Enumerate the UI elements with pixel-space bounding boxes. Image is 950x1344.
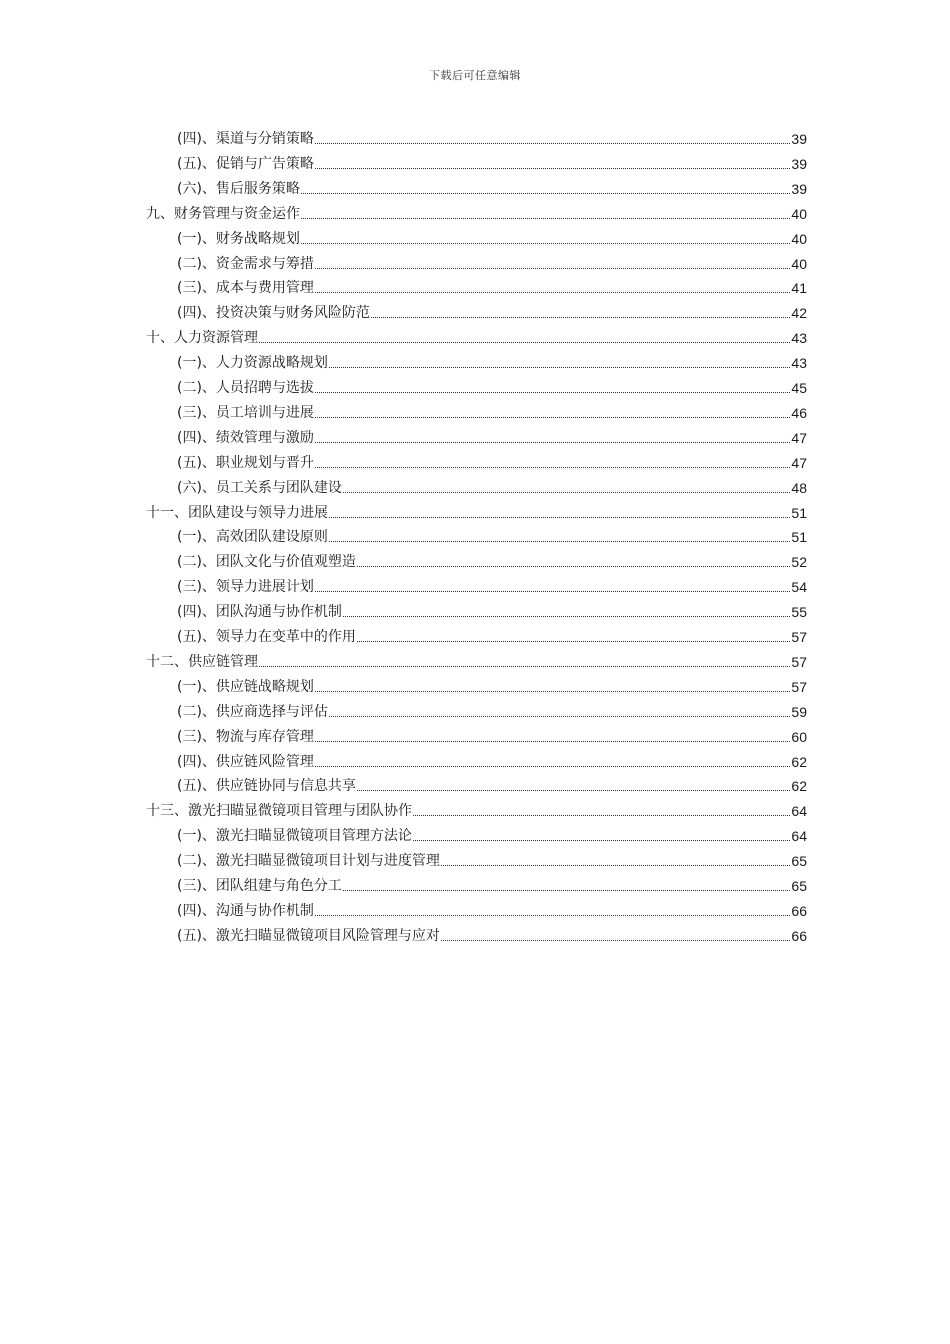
toc-entry-title: (五)、供应链协同与信息共享: [177, 778, 356, 795]
toc-chapter-entry[interactable]: [146, 649, 807, 671]
toc-dot-leader: [343, 492, 790, 493]
toc-entry-page-number: 57: [791, 629, 807, 645]
toc-entry-page-number: 42: [791, 305, 807, 322]
toc-entry-page-number: 57: [791, 653, 807, 670]
toc-entry-page-number: 55: [791, 604, 807, 621]
toc-entry-title: (五)、促销与广告策略: [177, 155, 314, 172]
toc-entry-page-number: 62: [791, 778, 807, 795]
toc-dot-leader: [315, 442, 790, 443]
toc-entry-page-number: 46: [791, 404, 807, 421]
toc-entry-title: (六)、售后服务策略: [177, 180, 300, 197]
toc-dot-leader: [301, 218, 790, 219]
toc-entry-page-number: 66: [791, 927, 807, 944]
toc-dot-leader: [315, 292, 790, 293]
toc-entry-page-number: 65: [791, 878, 807, 894]
toc-chapter-entry[interactable]: [146, 325, 807, 347]
toc-entry-page-number: 64: [791, 803, 807, 820]
toc-dot-leader: [413, 840, 790, 841]
toc-section-entry[interactable]: [177, 151, 807, 173]
toc-entry-page-number: 41: [791, 280, 807, 297]
toc-dot-leader: [357, 641, 790, 642]
toc-dot-leader: [301, 243, 790, 244]
toc-dot-leader: [315, 691, 790, 692]
toc-entry-page-number: 47: [791, 429, 807, 446]
toc-entry-page-number: 57: [791, 678, 807, 695]
toc-chapter-entry[interactable]: [146, 201, 807, 223]
toc-section-entry[interactable]: [177, 873, 807, 895]
toc-section-entry[interactable]: [177, 549, 807, 571]
toc-dot-leader: [441, 940, 790, 941]
toc-dot-leader: [315, 417, 790, 418]
toc-dot-leader: [315, 168, 790, 169]
toc-entry-page-number: 40: [791, 255, 807, 272]
toc-entry-page-number: 51: [791, 529, 807, 546]
toc-dot-leader: [329, 541, 790, 542]
toc-section-entry[interactable]: [177, 425, 807, 447]
toc-dot-leader: [441, 865, 790, 866]
toc-entry-title: (五)、激光扫瞄显微镜项目风险管理与应对: [177, 927, 440, 944]
toc-section-entry[interactable]: [177, 251, 807, 273]
toc-entry-title: (五)、职业规划与晋升: [177, 454, 314, 471]
toc-dot-leader: [315, 741, 790, 742]
toc-section-entry[interactable]: [177, 400, 807, 422]
page-header: 下载后可任意编辑: [429, 69, 521, 82]
toc-entry-page-number: 54: [791, 579, 807, 596]
toc-dot-leader: [315, 467, 790, 468]
toc-entry-title: (一)、供应链战略规划: [177, 678, 314, 695]
toc-section-entry[interactable]: [177, 524, 807, 546]
toc-dot-leader: [329, 716, 790, 717]
toc-entry-page-number: 39: [791, 155, 807, 172]
toc-entry-title: (三)、领导力进展计划: [177, 579, 314, 596]
toc-section-entry[interactable]: [177, 599, 807, 621]
toc-entry-title: (四)、渠道与分销策略: [177, 131, 314, 147]
toc-chapter-entry[interactable]: [146, 500, 807, 522]
toc-section-entry[interactable]: [177, 749, 807, 771]
toc-entry-page-number: 62: [791, 753, 807, 770]
toc-entry-title: (三)、团队组建与角色分工: [177, 878, 342, 894]
toc-section-entry[interactable]: [177, 226, 807, 248]
toc-entry-page-number: 43: [791, 355, 807, 372]
toc-entry-title: 九、财务管理与资金运作: [146, 205, 300, 222]
toc-entry-page-number: 47: [791, 454, 807, 471]
toc-section-entry[interactable]: [177, 823, 807, 845]
toc-entry-title: (三)、物流与库存管理: [177, 728, 314, 745]
toc-section-entry[interactable]: [177, 699, 807, 721]
toc-chapter-entry[interactable]: [146, 798, 807, 820]
toc-entry-title: (五)、领导力在变革中的作用: [177, 629, 356, 645]
toc-section-entry[interactable]: [177, 624, 807, 646]
toc-entry-title: (三)、成本与费用管理: [177, 280, 314, 297]
toc-section-entry[interactable]: [177, 450, 807, 472]
toc-entry-title: (一)、激光扫瞄显微镜项目管理方法论: [177, 828, 412, 845]
toc-dot-leader: [259, 342, 790, 343]
toc-entry-title: (一)、高效团队建设原则: [177, 529, 328, 546]
toc-entry-page-number: 40: [791, 205, 807, 222]
toc-section-entry[interactable]: [177, 300, 807, 322]
toc-entry-title: 十、人力资源管理: [146, 330, 258, 347]
toc-entry-title: (四)、供应链风险管理: [177, 753, 314, 770]
toc-dot-leader: [329, 367, 790, 368]
toc-dot-leader: [343, 616, 790, 617]
toc-dot-leader: [413, 815, 790, 816]
toc-entry-page-number: 51: [791, 504, 807, 521]
toc-dot-leader: [357, 790, 790, 791]
toc-dot-leader: [315, 143, 790, 144]
toc-entry-title: (三)、员工培训与进展: [177, 404, 314, 421]
toc-entry-page-number: 39: [791, 180, 807, 197]
toc-section-entry[interactable]: [177, 898, 807, 920]
toc-entry-title: (四)、绩效管理与激励: [177, 429, 314, 446]
toc-entry-title: 十三、激光扫瞄显微镜项目管理与团队协作: [146, 803, 412, 820]
toc-dot-leader: [301, 193, 790, 194]
toc-dot-leader: [329, 517, 790, 518]
toc-entry-title: (二)、人员招聘与选拔: [177, 380, 314, 396]
toc-entry-title: (二)、供应商选择与评估: [177, 703, 328, 720]
toc-dot-leader: [315, 392, 790, 393]
toc-dot-leader: [315, 268, 790, 269]
toc-section-entry[interactable]: [177, 176, 807, 198]
toc-section-entry[interactable]: [177, 724, 807, 746]
toc-section-entry[interactable]: [177, 848, 807, 870]
toc-dot-leader: [259, 666, 790, 667]
toc-section-entry[interactable]: [177, 475, 807, 497]
toc-entry-page-number: 48: [791, 479, 807, 496]
toc-entry-page-number: 39: [791, 131, 807, 147]
toc-entry-title: (六)、员工关系与团队建设: [177, 479, 342, 496]
toc-entry-page-number: 59: [791, 703, 807, 720]
toc-entry-page-number: 64: [791, 828, 807, 845]
toc-dot-leader: [357, 566, 790, 567]
toc-entry-title: (二)、资金需求与筹措: [177, 255, 314, 272]
toc-section-entry[interactable]: [177, 126, 807, 148]
toc-section-entry[interactable]: [177, 350, 807, 372]
toc-entry-page-number: 65: [791, 853, 807, 870]
toc-entry-title: (二)、激光扫瞄显微镜项目计划与进度管理: [177, 853, 440, 870]
toc-entry-title: (一)、财务战略规划: [177, 230, 300, 247]
toc-entry-page-number: 40: [791, 230, 807, 247]
toc-dot-leader: [315, 591, 790, 592]
toc-entry-title: (四)、投资决策与财务风险防范: [177, 305, 370, 322]
toc-entry-title: (四)、团队沟通与协作机制: [177, 604, 342, 621]
toc-section-entry[interactable]: [177, 923, 807, 945]
toc-entry-page-number: 43: [791, 330, 807, 347]
toc-section-entry[interactable]: [177, 574, 807, 596]
toc-section-entry[interactable]: [177, 275, 807, 297]
toc-entry-title: 十二、供应链管理: [146, 653, 258, 670]
toc-entry-title: (一)、人力资源战略规划: [177, 355, 328, 372]
toc-entry-title: (四)、沟通与协作机制: [177, 902, 314, 919]
toc-dot-leader: [343, 890, 790, 891]
toc-section-entry[interactable]: [177, 375, 807, 397]
toc-entry-title: (二)、团队文化与价值观塑造: [177, 554, 356, 571]
toc-entry-page-number: 60: [791, 728, 807, 745]
toc-entry-page-number: 45: [791, 380, 807, 396]
toc-dot-leader: [315, 915, 790, 916]
toc-section-entry[interactable]: [177, 773, 807, 795]
toc-entry-title: 十一、团队建设与领导力进展: [146, 504, 328, 521]
toc-section-entry[interactable]: [177, 674, 807, 696]
toc-entry-page-number: 52: [791, 554, 807, 571]
toc-dot-leader: [315, 766, 790, 767]
toc-entry-page-number: 66: [791, 902, 807, 919]
toc-dot-leader: [371, 317, 790, 318]
